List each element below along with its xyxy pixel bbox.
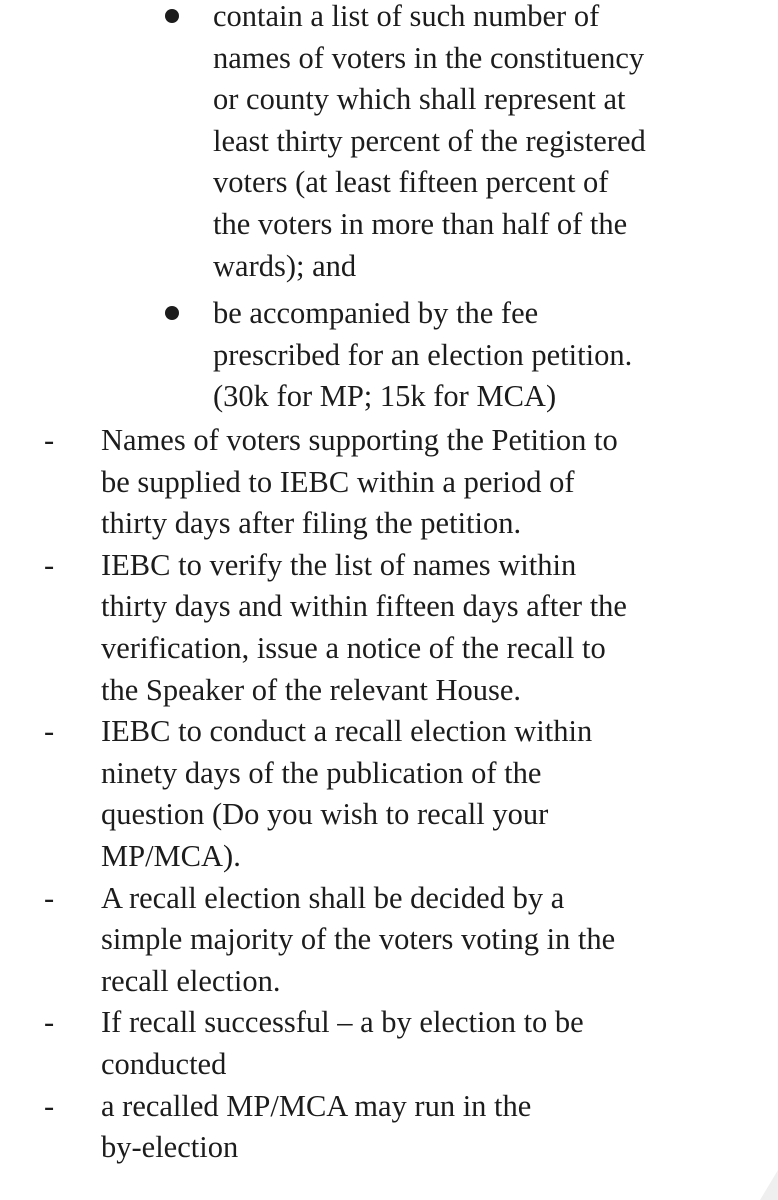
dash-text: A recall election shall be decided by a simple majority of the voters voting in the recall election. — [101, 880, 616, 998]
dash-marker: - — [44, 423, 55, 457]
dash-text: a recalled MP/MCA may run in the by-election — [101, 1088, 532, 1165]
dash-item-names-supplied — [0, 420, 760, 545]
bullet-text: be accompanied by the fee prescribed for an election petition. (30k for MP; 15k for MCA) — [213, 296, 633, 414]
dash-item-iebc-verify — [0, 545, 760, 711]
dash-item-recall-election — [0, 711, 760, 877]
dash-text: If recall successful – a by election to be conducted — [101, 1005, 584, 1081]
bullet-text: contain a list of such number of names of voters in the constituency or county which shall represent at least thirty percent of the registered voters (at least fifteen percent of the voters in more than half of the wards); and — [213, 0, 646, 283]
dash-list — [0, 420, 760, 1169]
dash-marker: - — [44, 1088, 55, 1123]
bullet-dot-icon — [165, 9, 179, 23]
page-corner-shadow — [760, 1170, 778, 1200]
dash-item-simple-majority — [0, 878, 760, 1003]
bullet-item-voter-list — [160, 0, 760, 287]
dash-text: IEBC to verify the list of names within thirty days and within fifteen days after the verification, issue a notice of the recall to the Speaker of the relevant House. — [101, 547, 627, 707]
bullet-list — [160, 0, 760, 418]
dash-marker: - — [44, 880, 55, 915]
dash-item-recalled-may-run — [0, 1086, 760, 1169]
dash-item-by-election — [0, 1002, 760, 1085]
bullet-dot-icon — [165, 306, 179, 320]
dash-marker: - — [44, 547, 55, 582]
dash-text: IEBC to conduct a recall election within ninety days of the publication of the question (Do you wish to recall your MP/MCA). — [101, 714, 593, 873]
bullet-item-fee — [160, 293, 760, 418]
dash-text: Names of voters supporting the Petition to be supplied to IEBC within a period of thirty days after filing the petition. — [101, 423, 618, 541]
dash-marker: - — [44, 1005, 55, 1040]
dash-marker: - — [44, 714, 55, 749]
